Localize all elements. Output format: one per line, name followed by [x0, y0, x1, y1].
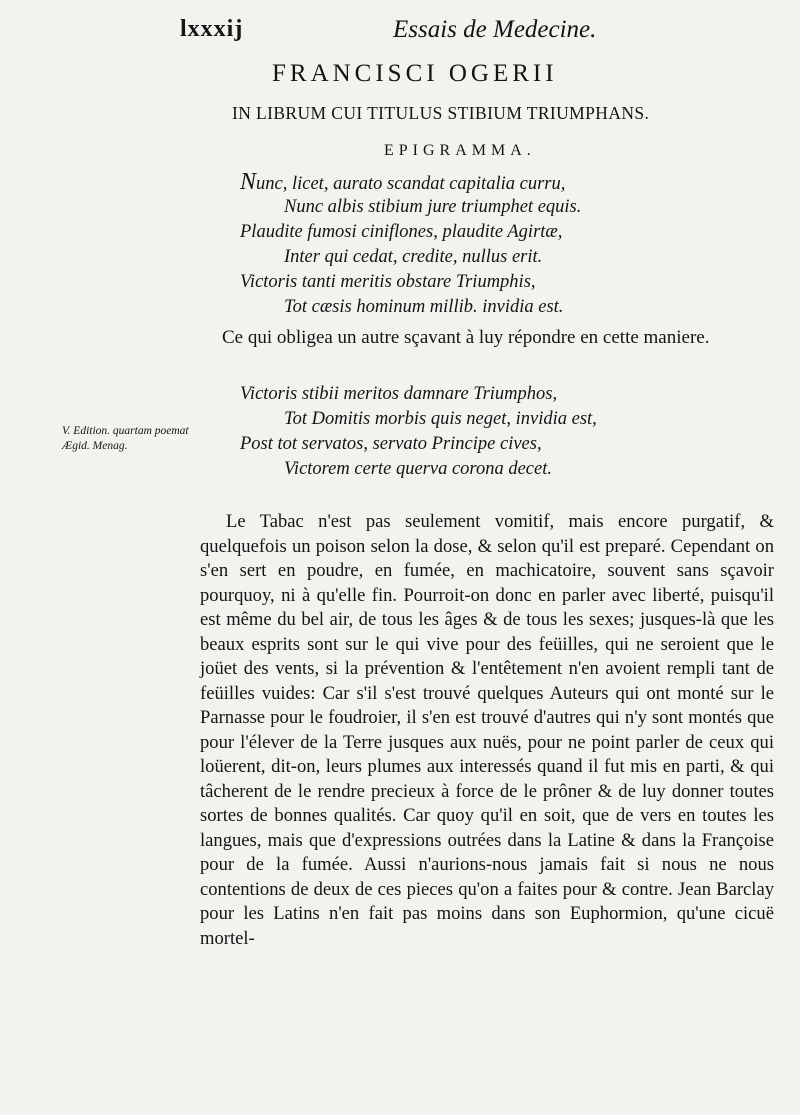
verse-line: Victoris tanti meritis obstare Triumphis, — [240, 272, 536, 292]
verse-line: Tot Domitis morbis quis neget, invidia est, — [284, 409, 597, 429]
intro-paragraph: Ce qui obligea un autre sçavant à luy répondre en cette maniere. — [222, 327, 710, 348]
page-subtitle: IN LIBRUM CUI TITULUS STIBIUM TRIUMPHANS. — [232, 103, 650, 123]
verse-line: Plaudite fumosi ciniflones, plaudite Agirtæ, — [240, 222, 563, 242]
page-number: lxxxij — [180, 16, 244, 42]
verse-line: Inter qui cedat, credite, nullus erit. — [284, 247, 543, 267]
running-head: Essais de Medecine. — [393, 16, 597, 43]
verse-line: Victorem certe querva corona decet. — [284, 459, 552, 479]
verse-line: Nunc albis stibium jure triumphet equis. — [284, 197, 582, 217]
verse-line: Tot cæsis hominum millib. invidia est. — [284, 297, 564, 317]
body-paragraph: Le Tabac n'est pas seulement vomitif, mais encore purgatif, & quelquefois un poison selon la dose, & selon qu'il est preparé. Cependant on s'en sert en poudre, en fumée, en machicatoire, souvent sans sçavoir pourquoy, ni à qu'elle fin. Pourroit-on donc en parler avec liberté, puisqu'il est même du bel air, de tous les âges & de tous les sexes; jusques-là que les beaux esprits sont sur le qui vive pour des feüilles, qui ne seroient que le joüet des vents, si la prévention & l'entêtement n'en avoient rempli tant de feüilles vuides: Car s'il s'est trouvé quelques Auteurs qui ont monté sur le Parnasse pour le foudroier, il s'en est trouvé d'autres qui n'y sont montés que pour l'élever de la Terre jusques aux nuës, pour ne point parler de ceux qui loüerent, dit-on, leurs plumes aux interessés quand il fut mis en parti, & qui tâcherent de le rendre precieux à force de le prôner & de luy donner toutes sortes de bonnes qualités. Car quoy qu'il en soit, que de vers en toutes les langues, mais que d'expressions outrées dans la Latine & dans la Françoise pour de la fumée. Aussi n'aurions-nous jamais fait si nous ne nous contentions de deux de ces pieces qu'on a faites pour & contre. Jean Barclay pour les Latins n'en fait pas moins dans son Euphormion, qu'une cicuë mortel- — [200, 511, 774, 949]
verse-line: Victoris stibii meritos damnare Triumphos, — [240, 384, 558, 404]
verse-line: Post tot servatos, servato Principe cives, — [240, 434, 542, 454]
section-heading: EPIGRAMMA. — [384, 142, 536, 159]
margin-note: V. Edition. quartam poemat Ægid. Menag. — [62, 425, 189, 452]
epigram — [240, 170, 581, 320]
reply-epigram — [240, 382, 597, 482]
page-title: FRANCISCI OGERII — [272, 60, 558, 87]
verse-line: Nunc, licet, aurato scandat capitalia curru, — [240, 169, 566, 195]
